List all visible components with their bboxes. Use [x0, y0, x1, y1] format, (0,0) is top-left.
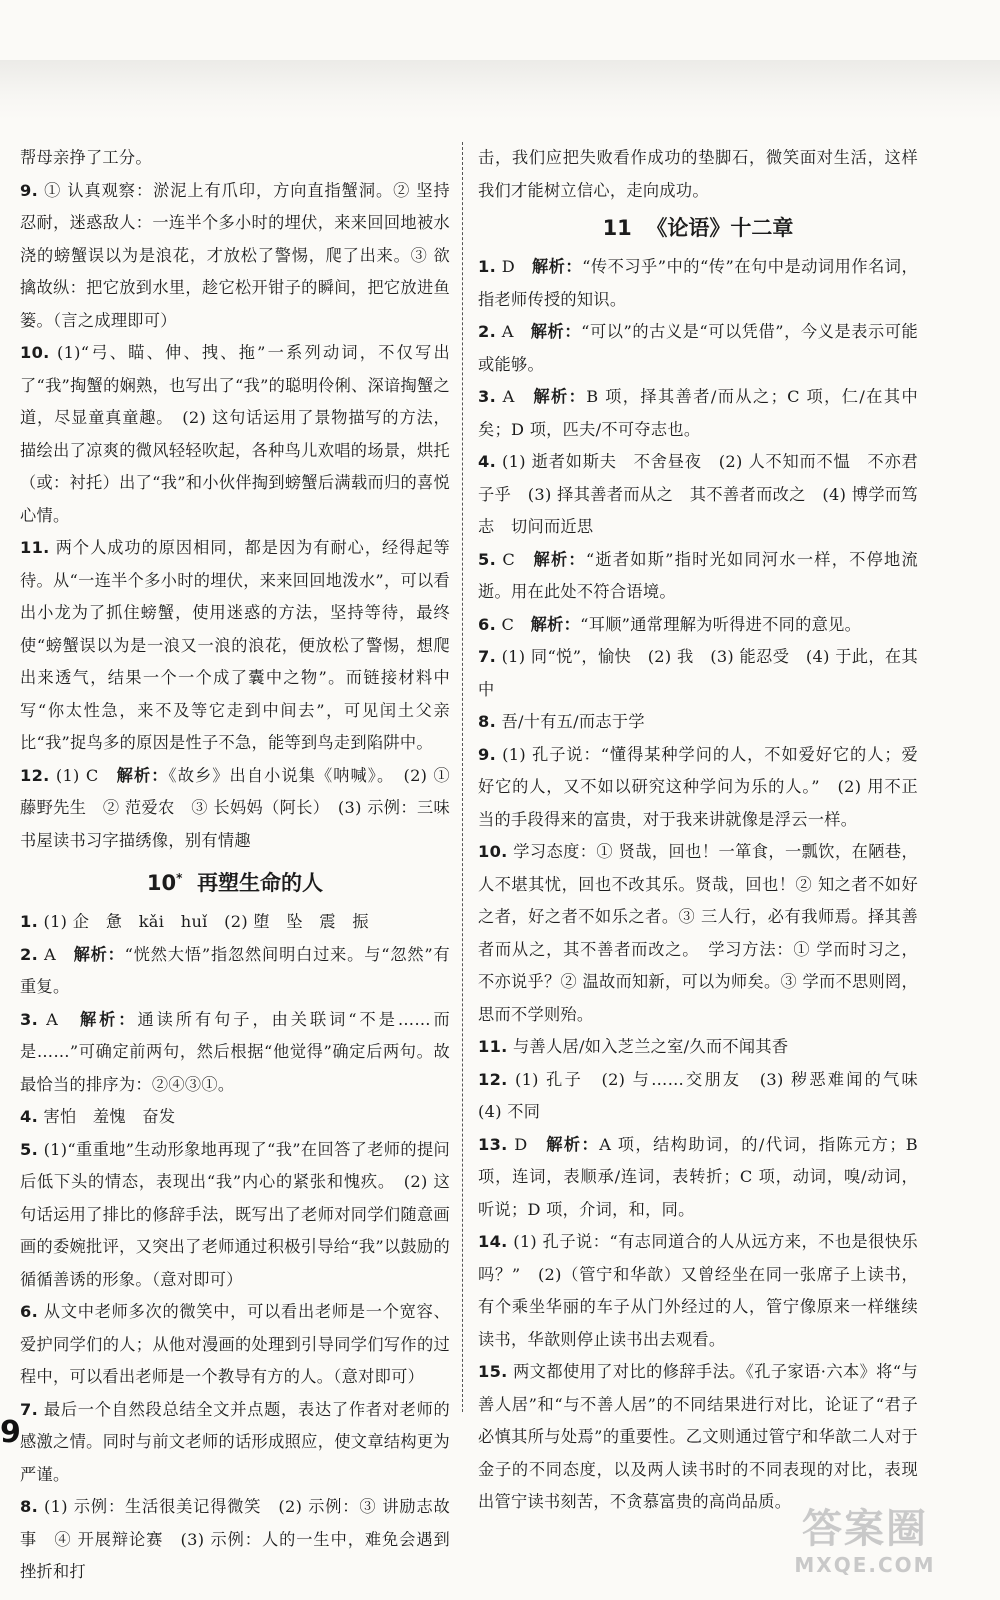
- answer-text: (1) 同“悦”，愉快 (2) 我 (3) 能忍受 (4) 于此，在其中: [478, 647, 918, 699]
- answer-text: 两文都使用了对比的修辞手法。《孔子家语·六本》将“与善人居”和“与不善人居”的不同结果进行对比，论证了“君子必慎其所与处焉”的重要性。乙文则通过管宁和华歆二人对于金子的不同态度，以及两人读书时的不同表现的对比，表现出管宁读书刻苦，不贪慕富贵的高尚品质。: [478, 1362, 918, 1511]
- question-number: 3.: [20, 1009, 39, 1029]
- question-number: 9.: [20, 180, 39, 200]
- question-number: 10.: [20, 343, 50, 362]
- answer-text: (1) 企 惫 kǎi huǐ (2) 堕 坠 震 振: [43, 912, 369, 931]
- answer-text: D: [501, 257, 532, 276]
- section-marker: *: [176, 871, 183, 885]
- number-gap: [50, 343, 57, 362]
- answer-text: (1) C: [55, 765, 117, 785]
- answer-text: 害怕 羞愧 奋发: [43, 1107, 176, 1126]
- answer-text: 吾/十有五/而志于学: [501, 712, 645, 731]
- answer-text: A: [44, 944, 74, 964]
- question-number: 6.: [20, 1302, 39, 1321]
- question-number: 4.: [478, 452, 497, 471]
- answer-paragraph: [20, 532, 450, 760]
- answer-text: D: [514, 1134, 547, 1154]
- answer-text: C: [502, 549, 534, 569]
- section-number: 10: [146, 871, 177, 895]
- answer-paragraph: [478, 1031, 918, 1064]
- watermark-line2: MXQE.COM: [794, 1553, 936, 1577]
- answer-text: (1) 孔子说：“有志同道合的人从远方来，不也是很快乐吗？” (2)（管宁和华歆）又曾经坐在同一张席子上读书，有个乘坐华丽的车子从门外经过的人，管宁像原来一样继续读书，华歆则停止读书出去观看。: [478, 1232, 919, 1349]
- analysis-text: B 项，择其善者/而从之；C 项，仁/在其中矣；D 项，匹夫/不可夺志也。: [478, 387, 918, 439]
- answer-paragraph: [20, 1101, 450, 1134]
- answer-paragraph: [20, 1491, 450, 1589]
- question-number: 12.: [478, 1069, 508, 1089]
- answer-text: 与善人居/如入芝兰之室/久而不闻其香: [513, 1037, 789, 1056]
- number-gap: [38, 1010, 46, 1029]
- question-number: 12.: [20, 765, 50, 785]
- section-title: 《论语》十二章: [646, 216, 794, 240]
- heading-gap: [632, 216, 647, 240]
- watermark-line1: 答案圈: [802, 1506, 928, 1552]
- question-number: 7.: [20, 1399, 39, 1419]
- analysis-text: “逝者如斯”指时光如同河水一样，不停地流逝。用在此处不符合语境。: [478, 549, 918, 601]
- analysis-text: “传不习乎”中的“传”在句中是动词用作名词，指老师传授的知识。: [478, 257, 918, 309]
- answer-text: (1) 孔子说：“懂得某种学问的人，不如爱好它的人；爱好它的人，又不如以研究这种学问为乐的人。” (2) 用不正当的手段得来的富贵，对于我来讲就像是浮云一样。: [478, 744, 919, 829]
- analysis-label: 解析：: [530, 614, 581, 634]
- question-number: 11.: [478, 1037, 508, 1056]
- question-number: 3.: [478, 387, 497, 406]
- right-column: [478, 142, 935, 1519]
- analysis-label: 解析：: [530, 322, 582, 341]
- answer-paragraph: [20, 1134, 450, 1297]
- answer-paragraph: [478, 142, 918, 207]
- section-heading: [478, 211, 918, 245]
- number-gap: [496, 387, 503, 406]
- answer-paragraph: [478, 446, 918, 544]
- answer-paragraph: [478, 1129, 918, 1227]
- analysis-text: A 项，结构助词，的/代词，指陈元方；B 项，连词，表顺承/连词，表转折；C 项，动词，嗅/动词，听说；D 项，介词，和，同。: [478, 1134, 918, 1219]
- section-title: 再塑生命的人: [197, 871, 324, 895]
- answer-paragraph: [478, 739, 918, 837]
- question-number: 10.: [478, 842, 508, 861]
- answer-paragraph: [478, 381, 918, 446]
- answer-paragraph: [478, 836, 918, 1031]
- answer-text: 两个人成功的原因相同，都是因为有耐心，经得起等待。从“一连半个多小时的埋伏，来来回回地泼水”，可以看出小龙为了抓住螃蟹，使用迷惑的方法，坚持等待，最终使“螃蟹误以为是一浪又一浪的浪花，便放松了警惕，想爬出来透气，结果一个一个成了囊中之物”。而链接材料中写“你太性急，来不及等它走到中间去”，可见闰土父亲比“我”捉鸟多的原因是性子不急，能等到鸟走到陷阱中。: [20, 538, 450, 752]
- question-number: 5.: [478, 549, 497, 569]
- question-number: 7.: [478, 647, 497, 666]
- question-number: 11.: [20, 538, 50, 557]
- answer-paragraph: [478, 251, 918, 316]
- answer-paragraph: [20, 760, 450, 858]
- answer-paragraph: [478, 641, 918, 706]
- analysis-label: 解析：: [533, 387, 587, 406]
- question-number: 5.: [20, 1139, 39, 1159]
- number-gap: [508, 1070, 515, 1089]
- answer-text: ① 认真观察：淤泥上有爪印，方向直指蟹洞。② 坚持忍耐，迷惑敌人：一连半个多小时的埋伏，来来回回地被水浇的螃蟹误以为是浪花，才放松了警惕，爬了出来。③ 欲擒故纵：把它放到水里，趁它松开钳子的瞬间，把它放进鱼篓。（言之成理即可）: [20, 180, 450, 330]
- analysis-label: 解析：: [531, 257, 583, 276]
- section-number: 11: [602, 216, 632, 240]
- answer-text: (1)“弓、瞄、伸、拽、拖”一系列动词，不仅写出了“我”掏蟹的娴熟，也写出了“我”的聪明伶俐、深谙掏蟹之道，尽显童真童趣。 (2) 这句话运用了景物描写的方法，描绘出了凉爽的微风轻轻吹起，各种鸟儿欢唱的场景，烘托（或：衬托）出了“我”和小伙伴掏到螃蟹后满载而归的喜悦心情。: [20, 343, 450, 525]
- answer-text: (1) 孔子 (2) 与……交朋友 (3) 秽恶难闻的气味 (4) 不同: [478, 1069, 935, 1121]
- answer-text: 帮母亲挣了工分。: [20, 148, 152, 167]
- question-number: 1.: [478, 257, 497, 276]
- answer-text: (1) 逝者如斯夫 不舍昼夜 (2) 人不知而不愠 不亦君子乎 (3) 择其善者而从之 其不善者而改之 (4) 博学而笃志 切问而近思: [478, 452, 918, 536]
- scan-shadow: [0, 60, 1000, 120]
- answer-paragraph: [478, 544, 918, 609]
- analysis-text: “可以”的古义是“可以凭借”，今义是表示可能或能够。: [478, 322, 919, 374]
- answer-text: 最后一个自然段总结全文并点题，表达了作者对老师的感激之情。同时与前文老师的话形成照应，使文章结构更为严谨。: [20, 1399, 450, 1484]
- question-number: 14.: [478, 1232, 508, 1251]
- answer-text: A: [502, 387, 534, 406]
- answer-text: 学习态度：① 贤哉，回也！一箪食，一瓢饮，在陋巷，人不堪其忧，回也不改其乐。贤哉，回也！② 知之者不如好之者，好之者不如乐之者。③ 三人行，必有我师焉。择其善者而从之，其不善者而改之。 学习方法：① 学而时习之，不亦说乎？② 温故而知新，可以为师矣。③ 学而不思则罔，思而不学则殆。: [478, 842, 918, 1024]
- column-divider: [462, 142, 463, 1412]
- answer-paragraph: [20, 1296, 450, 1394]
- answer-text: A: [501, 322, 531, 341]
- question-number: 8.: [478, 712, 497, 731]
- answer-paragraph: [478, 706, 918, 739]
- heading-gap: [182, 871, 197, 895]
- answer-text: (1) 示例：生活很美记得微笑 (2) 示例：③ 讲励志故事 ④ 开展辩论赛 (3) 示例：人的一生中，难免会遇到挫折和打: [20, 1497, 451, 1581]
- answer-text: (1)“重重地”生动形象地再现了“我”在回答了老师的提问后低下头的情态，表现出“我”内心的紧张和愧疚。 (2) 这句话运用了排比的修辞手法，既写出了老师对同学们随意画画的委婉批评，又突出了老师通过积极引导给“我”以鼓励的循循善诱的形象。（意对即可）: [20, 1139, 450, 1289]
- left-column: [20, 142, 450, 1589]
- question-number: 8.: [20, 1497, 39, 1516]
- analysis-label: 解析：: [533, 549, 586, 569]
- answer-paragraph: [20, 906, 450, 939]
- analysis-label: 解析：: [79, 1009, 138, 1029]
- question-number: 4.: [20, 1107, 39, 1126]
- analysis-label: 解析：: [73, 944, 125, 964]
- analysis-text: “耳顺”通常理解为听得进不同的意见。: [580, 614, 862, 634]
- analysis-text: 《故乡》出自小说集《呐喊》。 (2) ① 藤野先生 ② 范爱农 ③ 长妈妈（阿长） (3) 示例：三味书屋读书习字描绣像，别有情趣: [20, 765, 451, 850]
- question-number: 1.: [20, 912, 39, 931]
- answer-text: 击，我们应把失败看作成功的垫脚石，微笑面对生活，这样我们才能树立信心，走向成功。: [478, 148, 918, 200]
- page-number: 9: [0, 1415, 21, 1450]
- answer-paragraph: [20, 175, 450, 338]
- question-number: 15.: [478, 1362, 508, 1381]
- question-number: 2.: [478, 322, 497, 341]
- section-heading: [20, 861, 450, 900]
- answer-paragraph: [478, 609, 918, 642]
- question-number: 13.: [478, 1134, 508, 1154]
- analysis-text: “恍然大悟”指忽然间明白过来。与“忽然”有重复。: [20, 944, 450, 996]
- answer-paragraph: [478, 1356, 918, 1519]
- analysis-label: 解析：: [546, 1134, 600, 1154]
- answer-paragraph: [478, 1064, 935, 1129]
- answer-text: A: [46, 1009, 80, 1029]
- analysis-label: 解析：: [116, 765, 169, 785]
- answer-text: 从文中老师多次的微笑中，可以看出老师是一个宽容、爱护同学们的人；从他对漫画的处理到引导同学们写作的过程中，可以看出老师是一个教导有方的人。（意对即可）: [20, 1302, 450, 1386]
- answer-paragraph: [20, 337, 450, 532]
- answer-paragraph: [20, 1394, 450, 1492]
- question-number: 6.: [478, 614, 497, 634]
- answer-paragraph: [20, 142, 450, 175]
- analysis-text: 通读所有句子，由关联词“不是……而是……”可确定前两句，然后根据“他觉得”确定后两句。故最恰当的排序为：②④③①。: [20, 1009, 451, 1094]
- question-number: 2.: [20, 944, 39, 964]
- answer-text: C: [501, 614, 531, 634]
- answer-paragraph: [478, 1226, 918, 1356]
- answer-paragraph: [478, 316, 918, 381]
- answer-paragraph: [20, 1004, 450, 1102]
- question-number: 9.: [478, 744, 497, 764]
- answer-paragraph: [20, 939, 450, 1004]
- watermark-logo: [770, 1505, 960, 1585]
